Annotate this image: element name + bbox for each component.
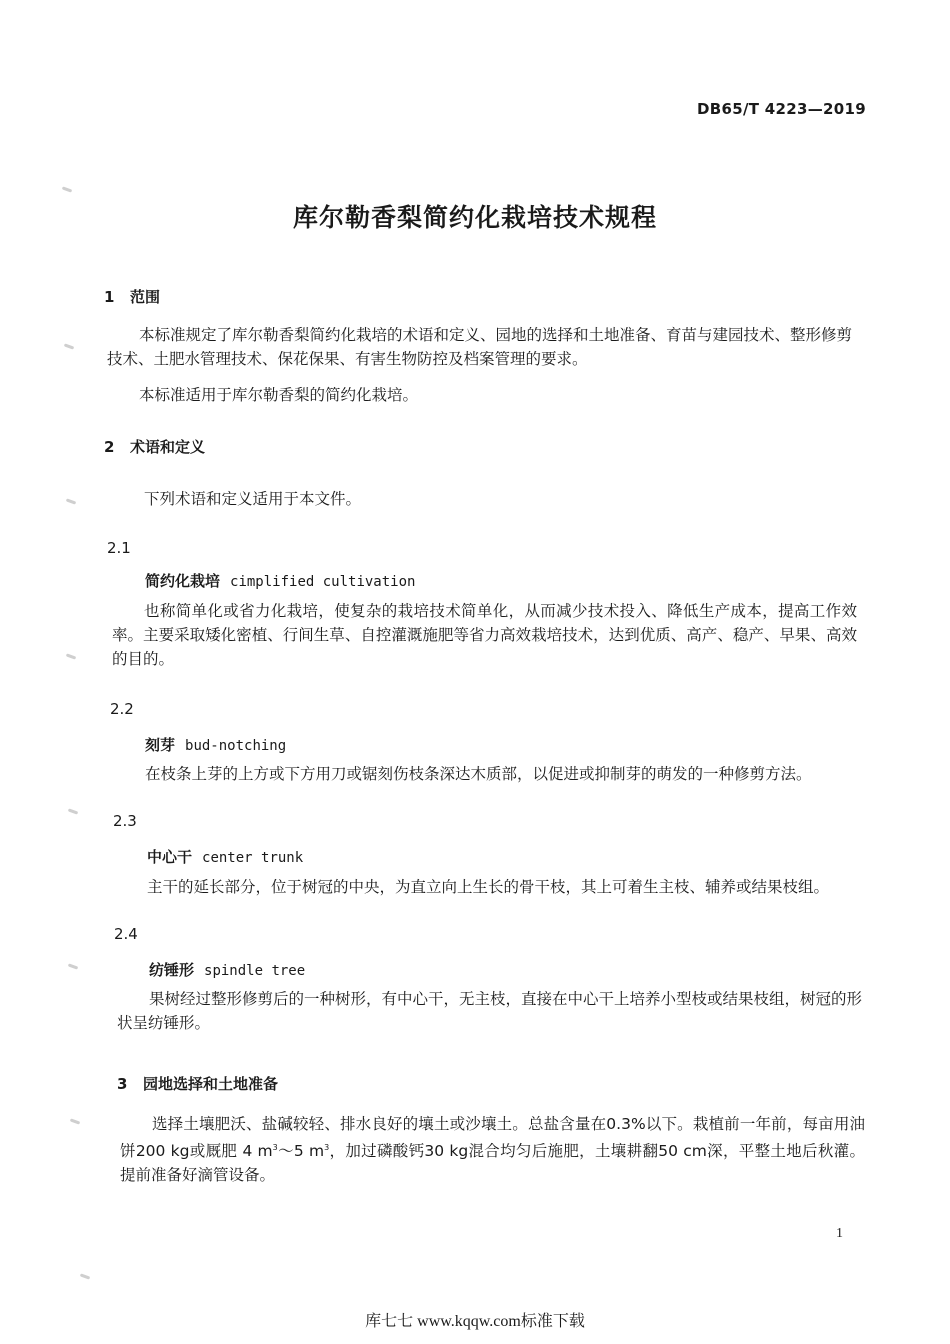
scan-speck — [64, 343, 74, 349]
scan-speck — [66, 653, 76, 659]
scope-paragraph-1: 本标准规定了库尔勒香梨简约化栽培的术语和定义、园地的选择和土地准备、育苗与建园技术、整形修剪技术、土肥水管理技术、保花保果、有害生物防控及档案管理的要求。 — [107, 326, 853, 368]
scope-paragraph-2: 本标准适用于库尔勒香梨的简约化栽培。 — [139, 386, 419, 404]
scan-speck — [62, 186, 72, 192]
section-title: 术语和定义 — [130, 438, 206, 456]
term-2-3 — [147, 846, 303, 867]
term-definition: 也称简单化或省力化栽培，使复杂的栽培技术简单化，从而减少技术投入、降低生产成本，提高工作效率。主要采取矮化密植、行间生草、自控灌溉施肥等省力高效栽培技术，达到优质、高产、稳产、早果、高效的目的。 — [112, 602, 857, 668]
term-number: 2.3 — [113, 812, 137, 830]
page-number: 1 — [836, 1226, 843, 1241]
term-definition: 主干的延长部分，位于树冠的中央，为直立向上生长的骨干枝，其上可着生主枝、辅养或结果枝组。 — [147, 878, 830, 896]
term-definition: 果树经过整形修剪后的一种树形，有中心干，无主枝，直接在中心干上培养小型枝或结果枝组，树冠的形状呈纺锤形。 — [117, 990, 863, 1032]
term-english: center trunk — [202, 850, 304, 866]
scan-speck — [68, 963, 78, 969]
term-number: 2.4 — [114, 925, 138, 943]
scan-speck — [80, 1273, 90, 1279]
section-title: 范围 — [130, 288, 161, 306]
document-id: DB65/T 4223—2019 — [697, 100, 866, 118]
scan-speck — [70, 1118, 80, 1124]
footer-watermark: 库七七 www.kqqw.com标准下载 — [365, 1313, 585, 1330]
scan-speck — [68, 808, 78, 814]
term-chinese: 中心干 — [147, 848, 193, 866]
scan-speck — [66, 498, 76, 504]
term-chinese: 刻芽 — [145, 736, 176, 754]
term-2-1 — [145, 570, 415, 591]
term-definition: 在枝条上芽的上方或下方用刀或锯刻伤枝条深达木质部，以促进或抑制芽的萌发的一种修剪方法。 — [145, 765, 812, 783]
section-1-heading — [104, 286, 160, 307]
section-number: 3 — [117, 1075, 128, 1093]
section-3-heading — [117, 1073, 278, 1094]
superscript: 3 — [272, 1143, 278, 1152]
section-2-heading — [104, 436, 205, 457]
term-number: 2.2 — [110, 700, 134, 718]
term-chinese: 简约化栽培 — [145, 572, 221, 590]
section-number: 1 — [104, 288, 115, 306]
paragraph-text: ，加过磷酸钙30 kg混合均匀后施肥，土壤耕翻50 cm深，平整土地后秋灌。提前准备好滴管设备。 — [120, 1142, 865, 1185]
term-chinese: 纺锤形 — [149, 961, 195, 979]
section-title: 园地选择和土地准备 — [143, 1075, 279, 1093]
document-title: 库尔勒香梨简约化栽培技术规程 — [292, 203, 657, 232]
site-preparation-paragraph — [120, 1112, 865, 1187]
term-english: cimplified cultivation — [230, 574, 416, 590]
superscript: 3 — [324, 1143, 330, 1152]
section-number: 2 — [104, 438, 115, 456]
term-number: 2.1 — [107, 539, 131, 557]
term-english: spindle tree — [204, 963, 306, 979]
terms-intro: 下列术语和定义适用于本文件。 — [144, 490, 362, 508]
term-2-2 — [145, 734, 286, 755]
paragraph-text: ～5 m — [277, 1142, 325, 1161]
paragraph-text: 选择土壤肥沃、盐碱较轻、排水良好的壤土或沙壤土。总盐含量在0.3%以下。栽植前一年前，每亩用油饼200 kg或厩肥 4 m — [120, 1115, 865, 1161]
term-2-4 — [149, 959, 305, 980]
term-english: bud-notching — [185, 738, 287, 754]
